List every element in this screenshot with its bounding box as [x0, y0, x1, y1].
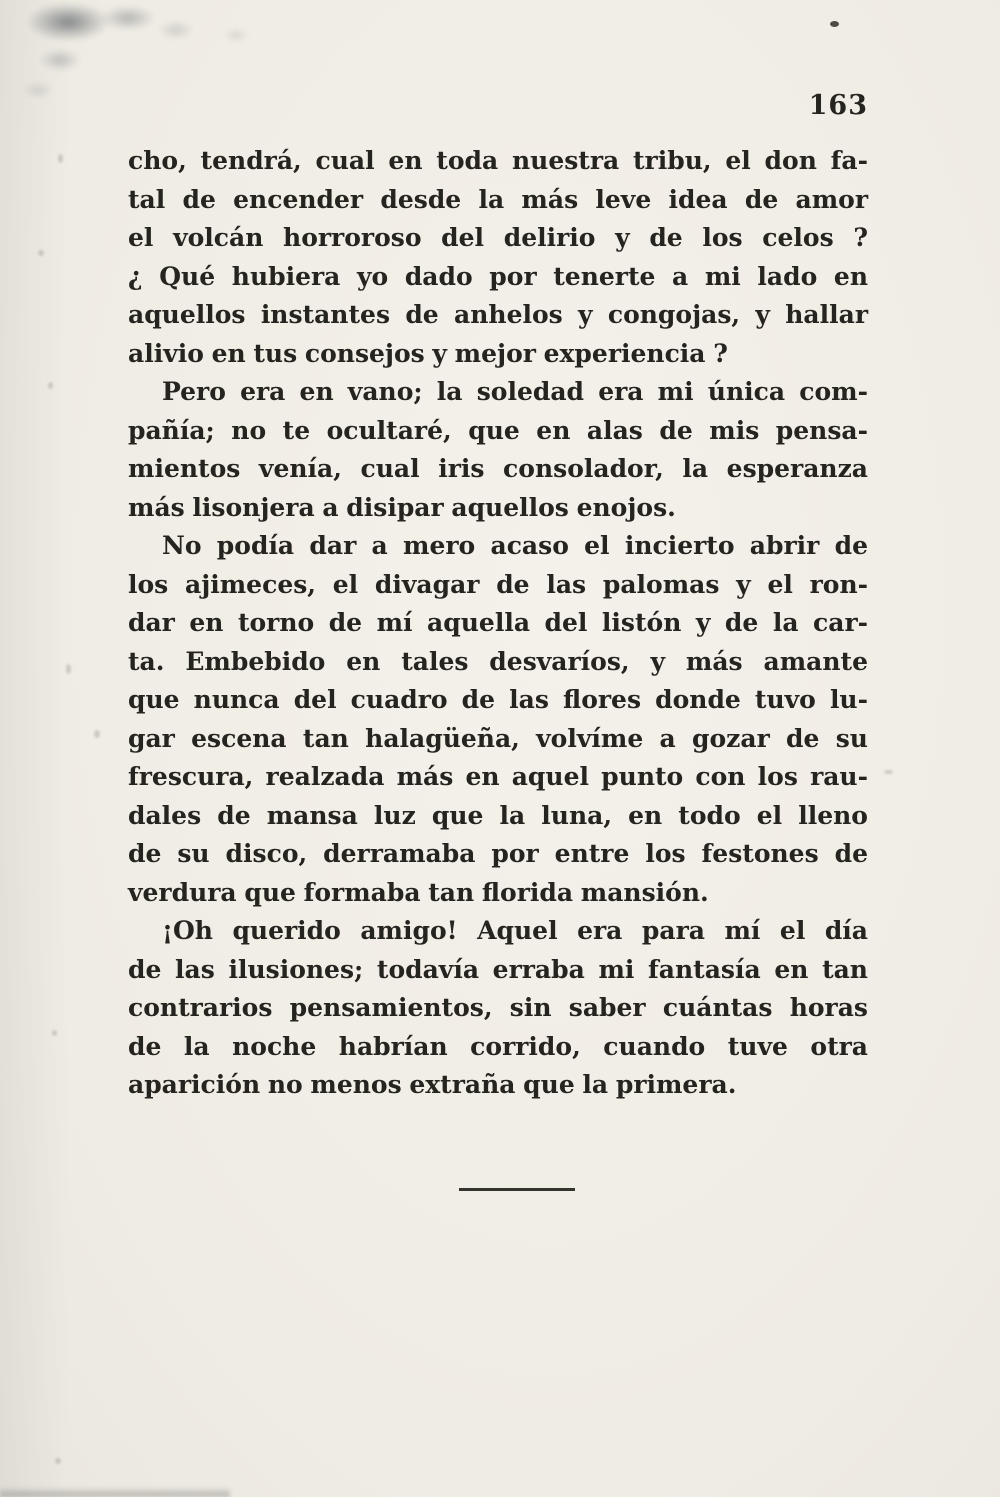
text-line: ¡Oh querido amigo! Aquel era para mí el día	[162, 916, 868, 945]
text-line: dales de mansa luz que la luna, en todo el lleno	[128, 800, 868, 830]
paragraph	[128, 373, 868, 527]
scan-edge-shadow	[0, 1487, 230, 1497]
paragraph	[128, 912, 868, 1105]
scan-speck-artifact	[58, 154, 63, 163]
scan-speck-artifact	[52, 1030, 57, 1036]
scan-speck-artifact	[884, 770, 893, 774]
text-line: frescura, realzada más en aquel punto con los rau-	[128, 762, 868, 791]
text-line: mientos venía, cual iris consolador, la esperanza	[128, 454, 868, 483]
body-text	[128, 142, 868, 1105]
text-line: No podía dar a mero acaso el incierto abrir de	[162, 531, 868, 560]
text-line: los ajimeces, el divagar de las palomas y el ron-	[128, 569, 868, 599]
page-number: 163	[808, 90, 868, 121]
text-line: tal de encender desde la más leve idea de amor	[128, 184, 868, 214]
text-line: ¿ Qué hubiera yo dado por tenerte a mi lado en	[128, 261, 868, 291]
text-line: ta. Embebido en tales desvaríos, y más amante	[128, 646, 868, 676]
text-line: dar en torno de mí aquella del listón y de la car-	[128, 608, 868, 637]
text-line: alivio en tus consejos y mejor experiencia ?	[128, 338, 728, 368]
text-line: pañía; no te ocultaré, que en alas de mis pensa-	[128, 415, 868, 445]
scan-speck-artifact	[94, 730, 100, 738]
text-line: cho, tendrá, cual en toda nuestra tribu, el don fa-	[128, 146, 868, 175]
paragraph	[128, 142, 868, 373]
scan-speck-artifact	[66, 664, 71, 674]
section-divider-rule	[459, 1188, 575, 1191]
text-line: de las ilusiones; todavía erraba mi fantasía en tan	[128, 954, 868, 984]
scan-speck-artifact	[48, 382, 53, 389]
text-line: que nunca del cuadro de las flores donde tuvo lu-	[128, 685, 868, 714]
text-line: el volcán horroroso del delirio y de los celos ?	[128, 223, 868, 252]
text-line: aquellos instantes de anhelos y congojas, y hallar	[128, 300, 868, 329]
text-line: Pero era en vano; la soledad era mi única com-	[162, 377, 868, 406]
scan-speck-artifact	[38, 250, 44, 256]
text-line: gar escena tan halagüeña, volvíme a gozar de su	[128, 723, 868, 753]
paragraph	[128, 527, 868, 912]
text-line: verdura que formaba tan florida mansión.	[128, 877, 709, 907]
text-line: más lisonjera a disipar aquellos enojos.	[128, 492, 676, 522]
scan-speck-artifact	[55, 1458, 61, 1464]
text-line: de la noche habrían corrido, cuando tuve otra	[128, 1031, 868, 1061]
text-line: contrarios pensamientos, sin saber cuántas horas	[128, 993, 868, 1022]
ink-dot-artifact	[830, 21, 839, 27]
text-line: de su disco, derramaba por entre los festones de	[128, 839, 868, 868]
text-line: aparición no menos extraña que la primera.	[128, 1070, 737, 1099]
